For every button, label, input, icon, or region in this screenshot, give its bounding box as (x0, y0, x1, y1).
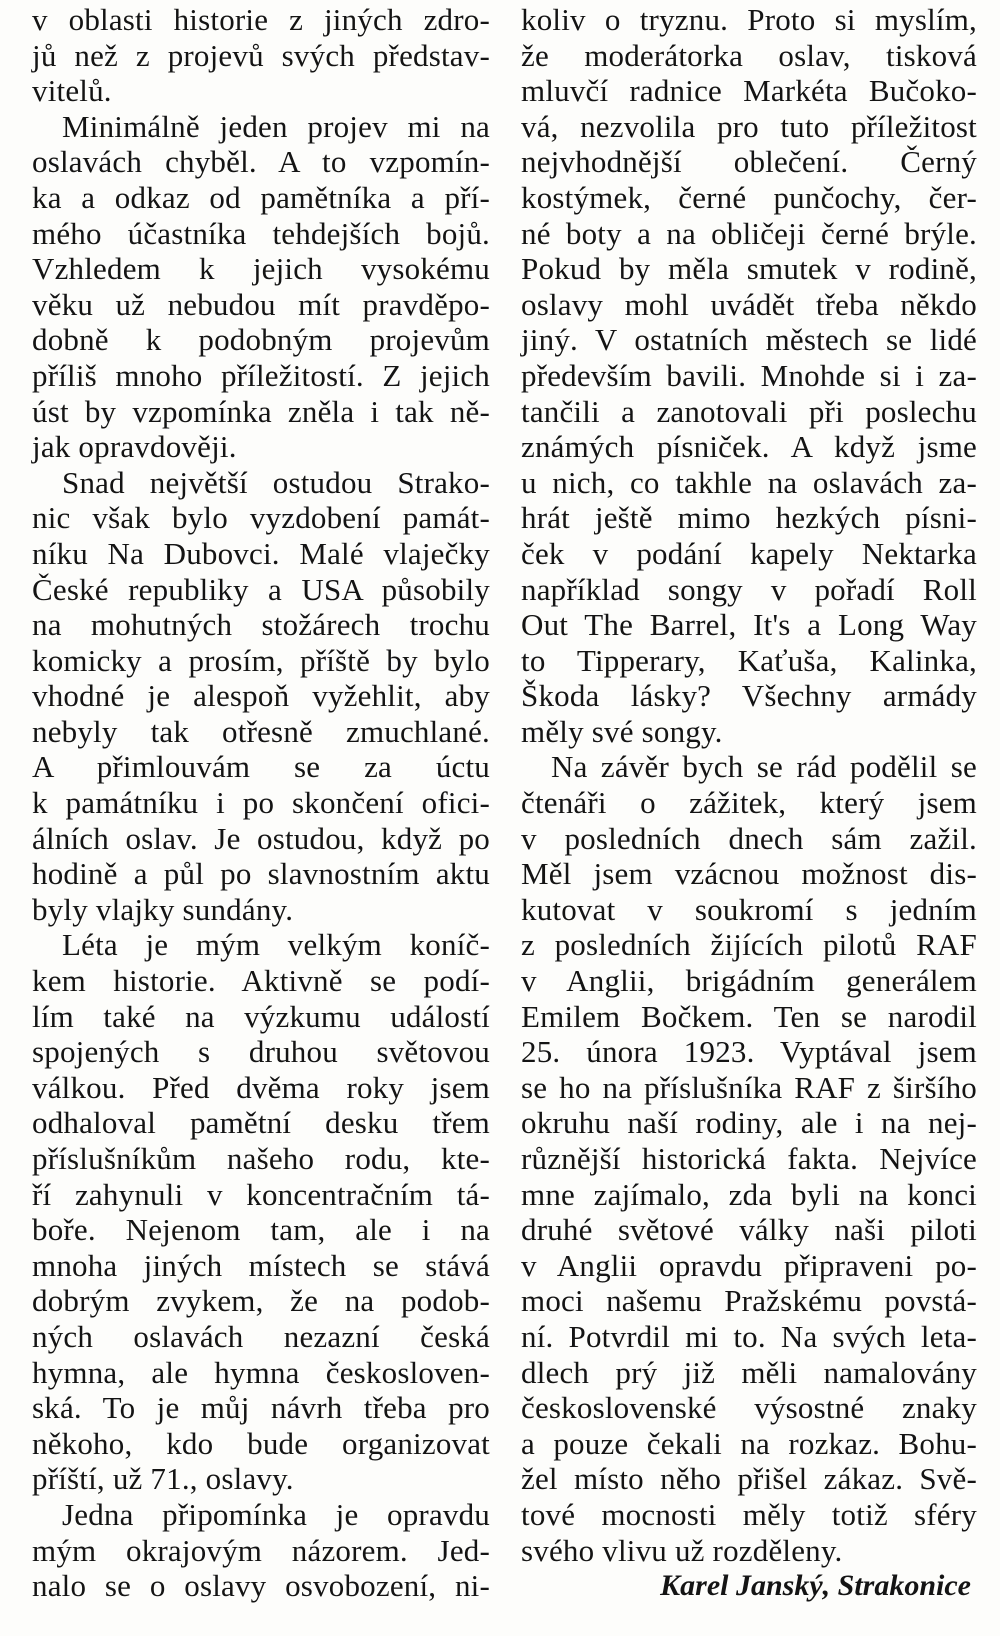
text-line: hodině a půl po slavnostním aktu (32, 856, 490, 892)
right-column-lines (521, 2, 977, 1568)
text-line: v oblasti historie z jiných zdro- (32, 2, 490, 37)
text-line: hrát ještě mimo hezkých písni- (521, 500, 977, 536)
text-line: různější historická fakta. Nejvíce (521, 1141, 977, 1176)
text-line: příslušníkům našeho rodu, kte- (32, 1141, 490, 1176)
text-line: mnoha jiných místech se stává (32, 1247, 490, 1283)
text-line: spojených s druhou světovou (32, 1034, 490, 1070)
text-line: ček v podání kapely Nektarka (521, 535, 977, 571)
text-line: Měl jsem vzácnou možnost dis- (521, 856, 977, 892)
text-line: čtenáři o zážitek, který jsem (521, 785, 977, 821)
text-line: koliv o tryznu. Proto si myslím, (521, 2, 977, 37)
text-line: mne zajímalo, zda byli na konci (521, 1176, 977, 1212)
text-line: v Anglii, brigádním generálem (521, 963, 977, 999)
text-line: vá, nezvolila pro tuto příležitost (521, 108, 977, 144)
text-line: válkou. Před dvěma roky jsem (32, 1069, 490, 1105)
text-line: československé výsostné znaky (521, 1390, 977, 1426)
text-line: né boty a na obličeji černé brýle. (521, 215, 977, 251)
text-line: úst by vzpomínka zněla i tak ně- (32, 393, 490, 429)
left-column (32, 2, 490, 1604)
text-line: mého účastníka tehdejších bojů. (32, 215, 490, 251)
text-line: okruhu naší rodiny, ale i na nej- (521, 1105, 977, 1141)
text-line: ka a odkaz od pamětníka a pří- (32, 179, 490, 215)
text-line: vhodné je alespoň vyžehlit, aby (32, 678, 490, 714)
text-line: především bavili. Mnohde si i za- (521, 357, 977, 393)
text-line: Out The Barrel, It's a Long Way (521, 607, 977, 643)
text-line: Snad největší ostudou Strako- (62, 464, 490, 500)
text-line: příliš mnoho příležitostí. Z jejich (32, 357, 490, 393)
text-line: nic však bylo vyzdobení památ- (32, 500, 490, 536)
text-line: nejvhodnější oblečení. Černý (521, 144, 977, 180)
text-line: například songy v pořadí Roll (521, 571, 977, 607)
text-line: České republiky a USA působily (32, 571, 490, 607)
text-line: tančili a zanotovali při poslechu (521, 393, 977, 429)
text-line: tové mocnosti měly totiž sféry (521, 1496, 977, 1532)
text-line: Minimálně jeden projev mi na (62, 108, 490, 144)
text-line: Vzhledem k jejich vysokému (32, 251, 490, 287)
text-line: níku Na Dubovci. Malé vlaječky (32, 535, 490, 571)
text-line: ní. Potvrdil mi to. Na svých leta- (521, 1318, 977, 1354)
text-line: Léta je mým velkým koníč- (62, 927, 490, 963)
text-line: z posledních žijících pilotů RAF (521, 927, 977, 963)
text-line: někoho, kdo bude organizovat (32, 1425, 490, 1461)
text-line: to Tipperary, Kaťuša, Kalinka, (521, 642, 977, 678)
text-line: ská. To je můj návrh třeba pro (32, 1390, 490, 1426)
text-line: boře. Nejenom tam, ale i na (32, 1212, 490, 1248)
text-line: oslavy mohl uvádět třeba někdo (521, 286, 977, 322)
text-line: Emilem Bočkem. Ten se narodil (521, 998, 977, 1034)
text-line: hymna, ale hymna českosloven- (32, 1354, 490, 1390)
text-line: a pouze čekali na rozkaz. Bohu- (521, 1425, 977, 1461)
text-line: Škoda lásky? Všechny armády (521, 678, 977, 714)
text-line: komicky a prosím, příště by bylo (32, 642, 490, 678)
text-line: Jedna připomínka je opravdu (62, 1496, 490, 1532)
text-line: u nich, co takhle na oslavách za- (521, 464, 977, 500)
text-line: álních oslav. Je ostudou, když po (32, 820, 490, 856)
text-line: kem historie. Aktivně se podí- (32, 963, 490, 999)
text-line: ří zahynuli v koncentračním tá- (32, 1176, 490, 1212)
author-signature: Karel Janský, Strakonice (660, 1569, 971, 1603)
text-line: měly své songy. (521, 713, 723, 749)
text-line: věku už nebudou mít pravděpo- (32, 286, 490, 322)
text-line: dobně k podobným projevům (32, 322, 490, 358)
text-line: A přimlouvám se za úctu (32, 749, 490, 785)
text-line: jiný. V ostatních městech se lidé (521, 322, 977, 358)
text-line: v posledních dnech sám zažil. (521, 820, 977, 856)
text-line: známých písniček. A když jsme (521, 429, 977, 465)
text-line: v Anglii opravdu připraveni po- (521, 1247, 977, 1283)
text-line: lím také na výzkumu událostí (32, 998, 490, 1034)
text-line: Na závěr bych se rád podělil se (551, 749, 977, 785)
text-line: nalo se o oslavy osvobození, ni- (32, 1568, 490, 1604)
text-line: na mohutných stožárech trochu (32, 607, 490, 643)
text-line: mým okrajovým názorem. Jed- (32, 1532, 490, 1568)
column-gutter (503, 0, 504, 1636)
text-line: svého vlivu už rozděleny. (521, 1532, 843, 1568)
text-line: se ho na příslušníka RAF z širšího (521, 1069, 977, 1105)
text-line: ných oslavách nezazní česká (32, 1318, 490, 1354)
text-line: jak opravdověji. (32, 429, 237, 465)
text-line: 25. února 1923. Vyptával jsem (521, 1034, 977, 1070)
text-line: moci našemu Pražskému povstá- (521, 1283, 977, 1319)
text-line: jů než z projevů svých představ- (32, 37, 490, 73)
text-line: že moderátorka oslav, tisková (521, 37, 977, 73)
text-line: oslavách chyběl. A to vzpomín- (32, 144, 490, 180)
text-line: žel místo něho přišel zákaz. Svě- (521, 1461, 977, 1497)
text-line: příští, už 71., oslavy. (32, 1461, 294, 1497)
text-line: kostýmek, černé punčochy, čer- (521, 179, 977, 215)
text-line: byly vlajky sundány. (32, 891, 294, 927)
text-line: dlech prý již měli namalovány (521, 1354, 977, 1390)
text-line: kutovat v soukromí s jedním (521, 891, 977, 927)
right-column (521, 2, 977, 1604)
text-line: nebyly tak otřesně zmuchlané. (32, 713, 490, 749)
text-line: dobrým zvykem, že na podob- (32, 1283, 490, 1319)
text-line: mluvčí radnice Markéta Bučoko- (521, 73, 977, 109)
text-line: odhaloval pamětní desku třem (32, 1105, 490, 1141)
text-line: k památníku i po skončení ofici- (32, 785, 490, 821)
text-line: vitelů. (32, 73, 112, 109)
text-line: Pokud by měla smutek v rodině, (521, 251, 977, 287)
text-line: druhé světové války naši piloti (521, 1212, 977, 1248)
